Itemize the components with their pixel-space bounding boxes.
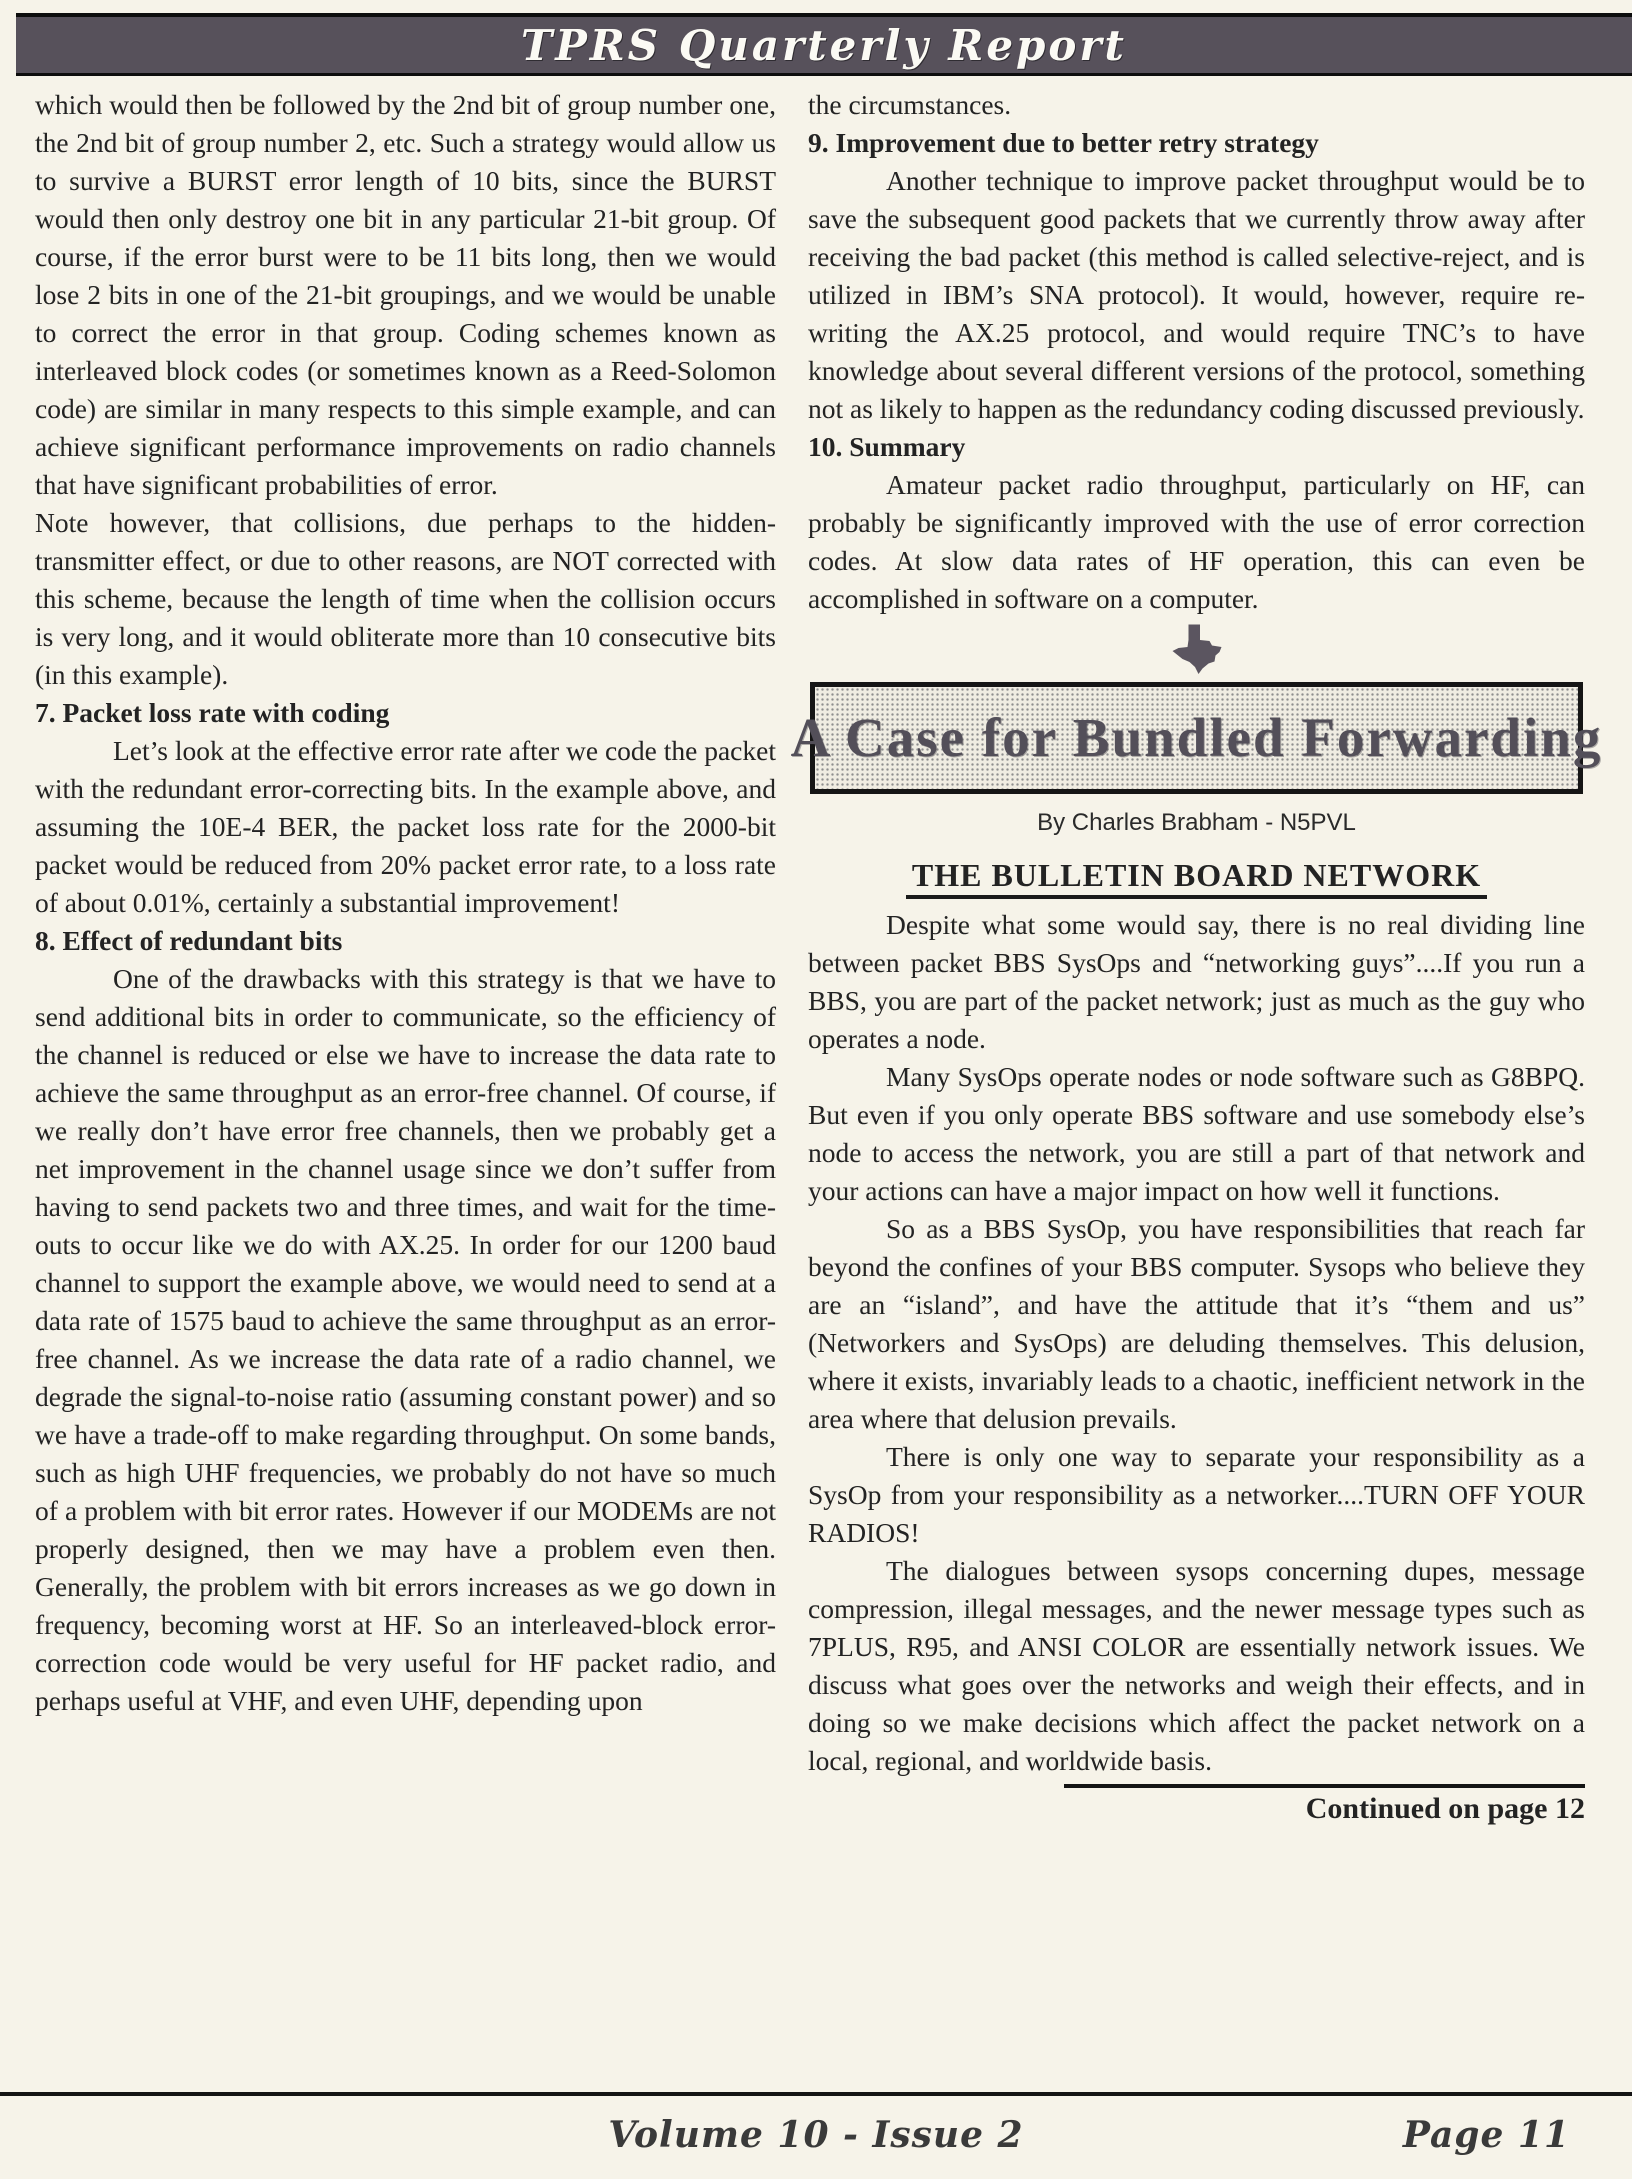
article-section-heading: THE BULLETIN BOARD NETWORK <box>808 856 1585 894</box>
paragraph: One of the drawbacks with this strategy is that we have to send additional bits in order to communicate, so the efficiency of the channel is reduced or else we have to increase the data rate to achieve the same throughput as an error-free channel. Of course, if we really don’t have error free channels, then we probably get a net improvement in the channel usage since we don’t suffer from having to send packets two and three times, and wait for the time-outs to occur like we do with AX.25. In order for our 1200 baud channel to support the example above, we would need to send at a data rate of 1575 baud to achieve the same throughput as an error-free channel. As we increase the data rate of a radio channel, we degrade the signal-to-noise ratio (assuming constant power) and so we have a trade-off to make regarding throughput. On some bands, such as high UHF frequencies, we probably do not have so much of a problem with bit error rates. However if our MODEMs are not properly designed, then we may have a problem even then. Generally, the problem with bit errors increases as we go down in frequency, becoming worst at HF. So an interleaved-block error-correction code would be very useful for HF packet radio, and perhaps useful at VHF, and even UHF, depending upon <box>35 963 776 1716</box>
left-column <box>35 86 776 1828</box>
paragraph: Amateur packet radio throughput, particularly on HF, can probably be significantly improved with the use of error correction codes. At slow data rates of HF operation, this can even be accomplished in software on a computer. <box>808 469 1585 614</box>
header-banner <box>16 13 1632 76</box>
paragraph: which would then be followed by the 2nd bit of group number one, the 2nd bit of group number 2, etc. Such a strategy would allow us to survive a BURST error length of 10 bits, since the BURST would then only destroy one bit in any particular 21-bit group. Of course, if the error burst were to be 11 bits long, then we would lose 2 bits in one of the 21-bit groupings, and we would be unable to correct the error in that group. Coding schemes known as interleaved block codes (or sometimes known as a Reed-Solomon code) are similar in many respects to this simple example, and can achieve significant performance improvements on radio channels that have significant probabilities of error. <box>35 89 776 500</box>
paragraph: The dialogues between sysops concerning dupes, message compression, illegal messages, and the newer message types such as 7PLUS, R95, and ANSI COLOR are essentially network issues. We discuss what goes over the networks and weigh their effects, and in doing so we make decisions which affect the packet network on a local, regional, and worldwide basis. <box>808 1555 1585 1776</box>
paragraph: Note however, that collisions, due perhaps to the hidden-transmitter effect, or due to other reasons, are NOT corrected with this scheme, because the length of time when the collision occurs is very long, and it would obliterate more than 10 consecutive bits (in this example). <box>35 507 776 690</box>
article-byline: By Charles Brabham - N5PVL <box>1037 809 1356 836</box>
paragraph: the circumstances. <box>808 89 1012 120</box>
section-heading: 9. Improvement due to better retry strategy <box>808 127 1319 158</box>
texas-icon <box>808 624 1585 674</box>
paragraph: So as a BBS SysOp, you have responsibilities that reach far beyond the confines of your BBS computer. Sysops who believe they are an “island”, and have the attitude that it’s “them and us” (Networkers and SysOps) are deluding themselves. This delusion, where it exists, invariably leads to a chaotic, inefficient network in the area where that delusion prevails. <box>808 1213 1585 1434</box>
footer-volume-issue: Volume 10 - Issue 2 <box>608 2114 1024 2156</box>
right-column <box>790 86 1603 1828</box>
paragraph: Another technique to improve packet throughput would be to save the subsequent good packets that we currently throw away after receiving the bad packet (this method is called selective-reject, and is utilized in IBM’s SNA protocol). It would, however, require re-writing the AX.25 protocol, and would require TNC’s to have knowledge about several different versions of the protocol, something not as likely to happen as the redundancy coding discussed previously. <box>808 165 1585 424</box>
newsletter-title: TPRS Quarterly Report <box>521 20 1127 70</box>
article-title-box <box>790 682 1603 794</box>
page-columns <box>35 86 1603 1828</box>
paragraph: There is only one way to separate your responsibility as a SysOp from your responsibility as a networker....TURN OFF YOUR RADIOS! <box>808 1441 1585 1548</box>
right-column-top <box>808 86 1585 618</box>
continued-on-page-notice: Continued on page 12 <box>1064 1784 1585 1828</box>
footer-page-number: Page 11 <box>1402 2114 1570 2156</box>
right-column-bottom <box>808 906 1585 1780</box>
section-heading: 8. Effect of redundant bits <box>35 925 343 956</box>
article-title: A Case for Bundled Forwarding <box>790 707 1603 768</box>
paragraph: Many SysOps operate nodes or node software such as G8BPQ. But even if you only operate BBS software and use somebody else’s node to access the network, you are still a part of that network and your actions can have a major impact on how well it functions. <box>808 1061 1585 1206</box>
paragraph: Despite what some would say, there is no real dividing line between packet BBS SysOps and “networking guys”....If you run a BBS, you are part of the packet network; just as much as the guy who operates a node. <box>808 909 1585 1054</box>
paragraph: Let’s look at the effective error rate after we code the packet with the redundant error-correcting bits. In the example above, and assuming the 10E-4 BER, the packet loss rate for the 2000-bit packet would be reduced from 20% packet error rate, to a loss rate of about 0.01%, certainly a substantial improvement! <box>35 735 776 918</box>
section-heading: 10. Summary <box>808 431 966 462</box>
section-heading: 7. Packet loss rate with coding <box>35 697 390 728</box>
page-footer <box>0 2092 1632 2179</box>
